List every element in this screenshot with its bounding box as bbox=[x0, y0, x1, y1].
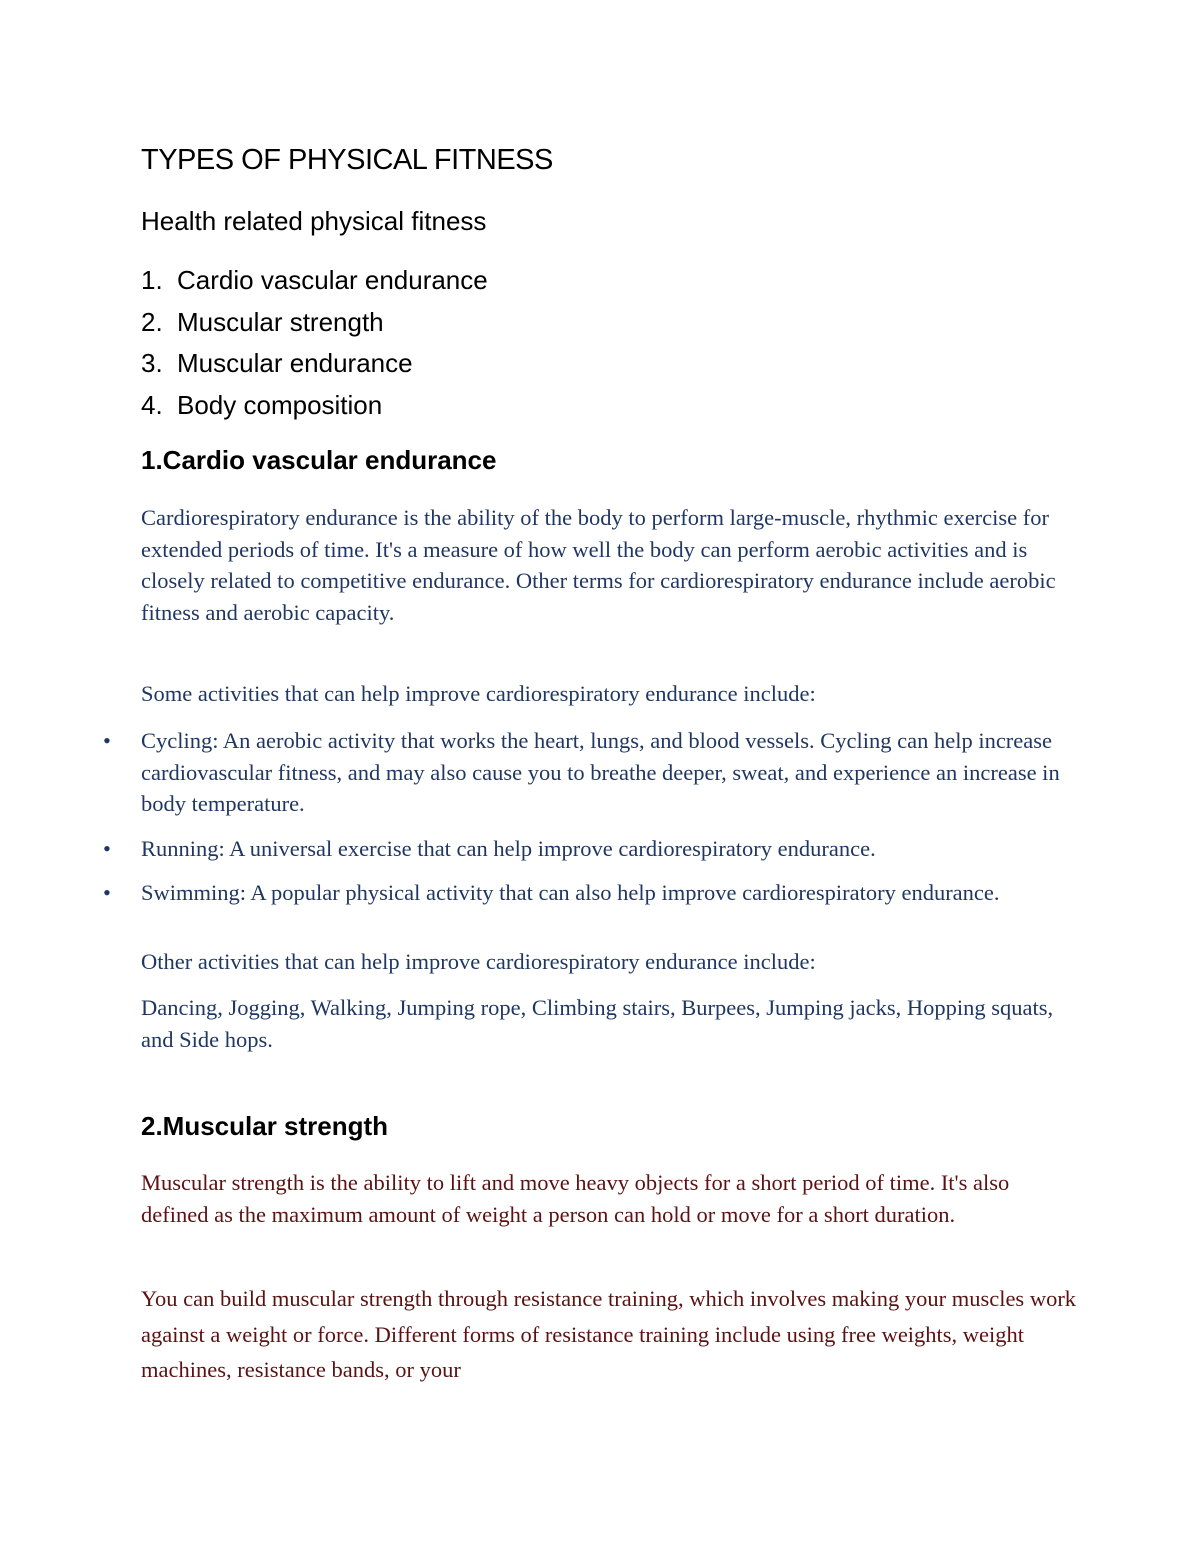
list-item-label: Muscular strength bbox=[177, 306, 384, 337]
list-number: 4. bbox=[141, 389, 163, 420]
cardio-other-lead: Other activities that can help improve cardiorespiratory endurance include: bbox=[141, 949, 816, 974]
bullet-icon: • bbox=[103, 728, 111, 753]
section-heading-cardio: 1.Cardio vascular endurance bbox=[141, 445, 497, 475]
bullet-icon: • bbox=[103, 880, 111, 905]
list-item bbox=[100, 877, 1080, 909]
bullet-text: Cycling: An aerobic activity that works the heart, lungs, and blood vessels. Cycling can help increase cardiovascular fitness, and may also cause you to breathe deeper, sweat, and experience an increase in body temperature. bbox=[141, 728, 1060, 816]
strength-definition-paragraph: Muscular strength is the ability to lift and move heavy objects for a short period of time. It's also defined as the maximum amount of weight a person can hold or move for a short duration. bbox=[141, 1170, 1010, 1227]
bullet-icon: • bbox=[103, 835, 111, 861]
list-item bbox=[141, 262, 488, 304]
list-item-label: Muscular endurance bbox=[177, 348, 413, 378]
cardio-other-activities: Dancing, Jogging, Walking, Jumping rope, Climbing stairs, Burpees, Jumping jacks, Hopping squats, and Side hops. bbox=[141, 995, 1054, 1052]
cardio-intro-paragraph: Cardiorespiratory endurance is the ability of the body to perform large-muscle, rhythmic exercise for extended periods of time. It's a measure of how well the body can perform aerobic activities and is closely related to competitive endurance. Other terms for cardiorespiratory endurance include aerobic fitness and aerobic capacity. bbox=[141, 505, 1056, 625]
bullet-text: Running: A universal exercise that can help improve cardiorespiratory endurance. bbox=[141, 835, 876, 861]
list-item-label: Body composition bbox=[177, 389, 383, 420]
list-item bbox=[141, 345, 488, 387]
list-item bbox=[100, 725, 1080, 820]
fitness-types-list bbox=[141, 262, 488, 428]
section-heading-strength: 2.Muscular strength bbox=[141, 1111, 389, 1141]
list-number: 1. bbox=[141, 265, 163, 295]
cardio-activities-list bbox=[100, 725, 1080, 922]
page-title: TYPES OF PHYSICAL FITNESS bbox=[141, 144, 553, 176]
list-item bbox=[100, 833, 1080, 865]
list-item bbox=[141, 304, 488, 346]
subtitle: Health related physical fitness bbox=[141, 206, 487, 236]
cardio-activities-lead: Some activities that can help improve cardiorespiratory endurance include: bbox=[141, 681, 816, 706]
list-item bbox=[141, 387, 488, 429]
list-item-label: Cardio vascular endurance bbox=[177, 265, 488, 295]
list-number: 3. bbox=[141, 348, 163, 378]
strength-training-paragraph: You can build muscular strength through resistance training, which involves making your muscles work against a weight or force. Different forms of resistance training include using free weights, weight machines, resistance bands, or your bbox=[141, 1286, 1077, 1382]
bullet-text: Swimming: A popular physical activity that can also help improve cardiorespiratory endurance. bbox=[141, 880, 1000, 905]
list-number: 2. bbox=[141, 306, 163, 337]
